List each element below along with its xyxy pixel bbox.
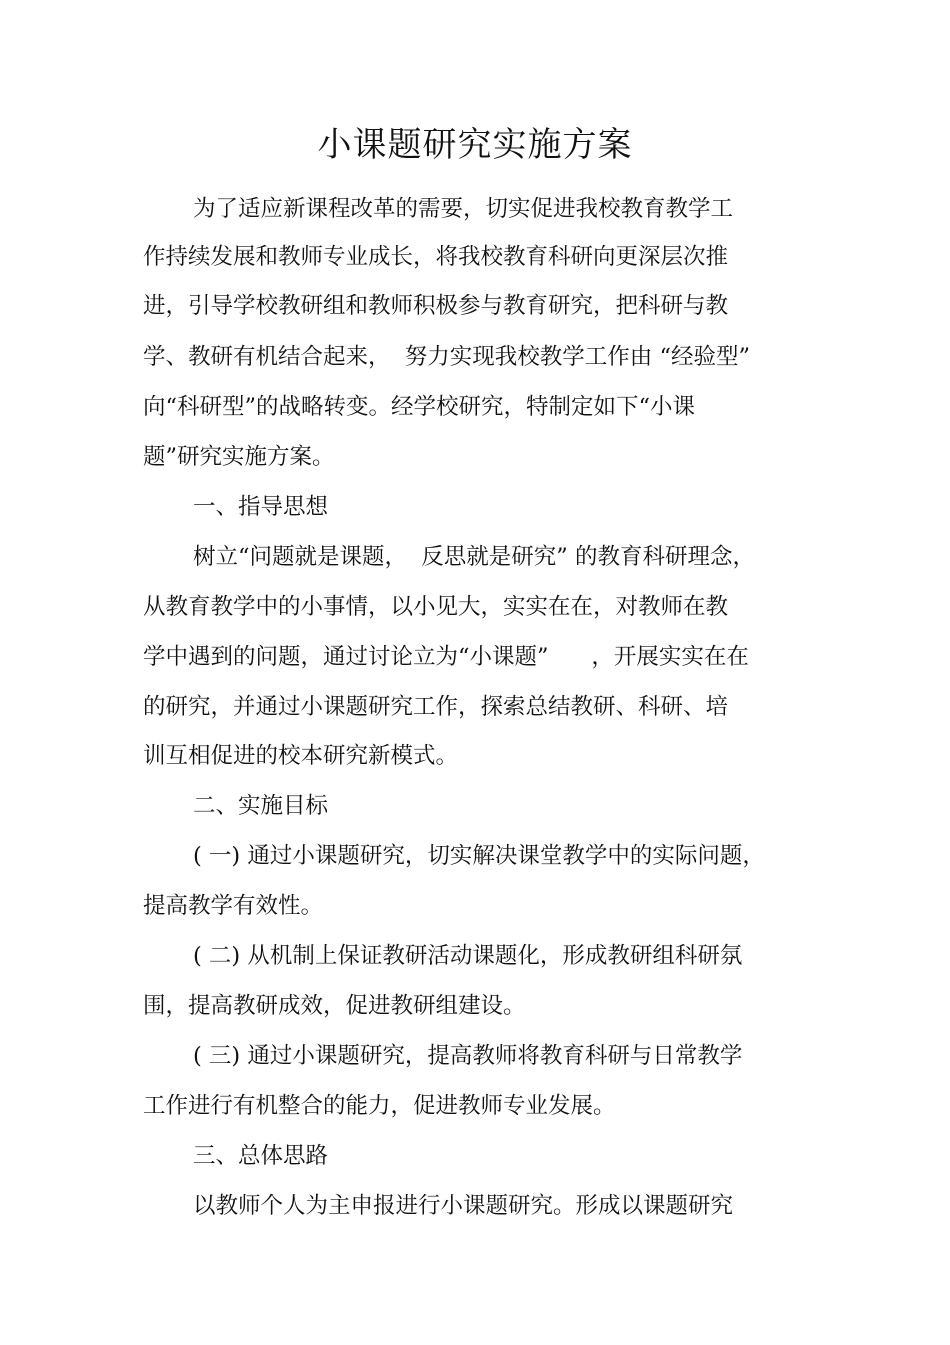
paragraph-line: ( 二) 从机制上保证教研活动课题化，形成教研组科研氛 <box>193 943 743 969</box>
paragraph-line: 围，提高教研成效，促进教研组建设。 <box>143 993 526 1019</box>
paragraph-line: 提高教学有效性。 <box>143 893 324 919</box>
paragraph-line: 工作进行有机整合的能力，促进教师专业发展。 <box>143 1093 616 1119</box>
paragraph-line: 树立“问题就是课题， 反思就是研究” 的教育科研理念， <box>193 544 755 570</box>
paragraph-line: 题”研究实施方案。 <box>143 444 335 470</box>
paragraph-line: 学、教研有机结合起来， 努力实现我校教学工作由 “经验型” <box>143 344 750 370</box>
section-heading: 一、指导思想 <box>193 494 329 520</box>
paragraph-line: 作持续发展和教师专业成长，将我校教育科研向更深层次推 <box>143 244 729 270</box>
paragraph-line: ( 一) 通过小课题研究，切实解决课堂教学中的实际问题， <box>193 843 765 869</box>
paragraph-line: 从教育教学中的小事情，以小见大，实实在在，对教师在教 <box>143 594 729 620</box>
paragraph-line: 训互相促进的校本研究新模式。 <box>143 743 459 769</box>
document-title: 小课题研究实施方案 <box>317 125 633 165</box>
paragraph-line: 的研究，并通过小课题研究工作，探索总结教研、科研、培 <box>143 694 729 720</box>
section-heading: 二、实施目标 <box>193 793 329 819</box>
paragraph-line: ( 三) 通过小课题研究，提高教师将教育科研与日常教学 <box>193 1043 743 1069</box>
paragraph-line: 进，引导学校教研组和教师积极参与教育研究，把科研与教 <box>143 293 729 319</box>
paragraph-line: 以教师个人为主申报进行小课题研究。形成以课题研究 <box>193 1193 734 1219</box>
paragraph-line: 为了适应新课程改革的需要，切实促进我校教育教学工 <box>193 196 734 222</box>
paragraph-line: 学中遇到的问题，通过讨论立为“小课题” ，开展实实在在 <box>143 644 749 670</box>
paragraph-line: 向“科研型”的战略转变。经学校研究，特制定如下“小课 <box>143 394 696 420</box>
section-heading: 三、总体思路 <box>193 1143 329 1169</box>
